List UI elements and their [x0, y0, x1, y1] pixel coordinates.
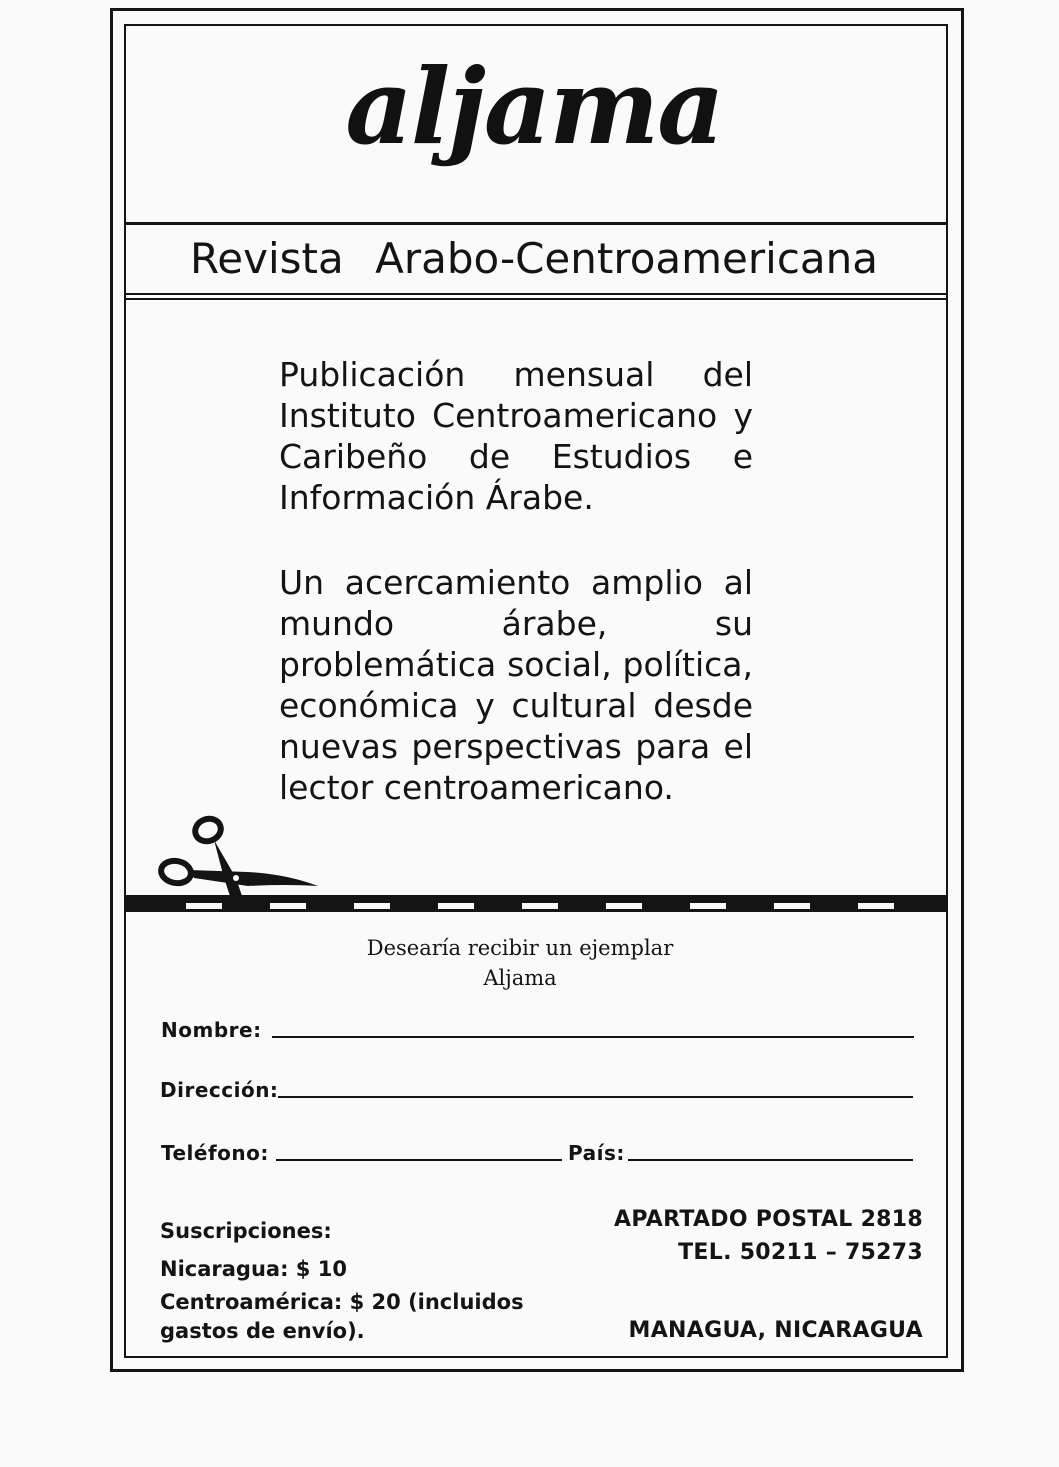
description-paragraph-1: Publicación mensual del Instituto Centroamericano y Caribeño de Estudios e Información Árabe. — [279, 355, 753, 517]
subscriptions-block — [160, 1212, 540, 1346]
cut-line-dash — [186, 903, 222, 909]
header-rule-bottom-2 — [124, 298, 948, 300]
cut-line-dash — [606, 903, 642, 909]
cut-line-dash — [690, 903, 726, 909]
nombre-label: Nombre: — [161, 1018, 262, 1042]
cut-line-dash — [522, 903, 558, 909]
magazine-logo: aljama — [345, 45, 723, 168]
pais-label: País: — [568, 1141, 625, 1165]
cut-line-dash — [270, 903, 306, 909]
telefono-label: Teléfono: — [161, 1141, 269, 1165]
magazine-subtitle: Revista Arabo-Centroamericana — [189, 234, 879, 283]
description-paragraph-2: Un acercamiento amplio al mundo árabe, su problemática social, política, económica y cultural desde nuevas perspectivas para el lector centroamericano. — [279, 563, 753, 807]
cut-line-dash — [354, 903, 390, 909]
cut-line-dash — [774, 903, 810, 909]
scissors-icon — [156, 812, 326, 902]
contact-tel: TEL. 50211 – 75273 — [678, 1240, 923, 1265]
pais-field[interactable] — [628, 1159, 913, 1161]
contact-apartado: APARTADO POSTAL 2818 — [614, 1207, 923, 1232]
direccion-field[interactable] — [278, 1096, 913, 1098]
subscription-nicaragua: Nicaragua: $ 10 — [160, 1257, 347, 1281]
header-rule-bottom-1 — [124, 293, 948, 295]
cut-line-dash — [858, 903, 894, 909]
cut-line-dash — [438, 903, 474, 909]
nombre-field[interactable] — [272, 1036, 914, 1038]
subscriptions-heading: Suscripciones: — [160, 1219, 332, 1243]
telefono-field[interactable] — [276, 1159, 562, 1161]
header-rule-top — [124, 222, 948, 225]
subscription-centroamerica-cont: gastos de envío). — [160, 1319, 365, 1343]
coupon-intro-line-1: Desearía recibir un ejemplar — [366, 936, 674, 960]
direccion-label: Dirección: — [160, 1078, 279, 1102]
coupon-intro — [300, 933, 740, 993]
coupon-intro-line-2: Aljama — [483, 966, 557, 990]
contact-city: MANAGUA, NICARAGUA — [628, 1318, 923, 1343]
subscription-centroamerica: Centroamérica: $ 20 (incluidos — [160, 1290, 524, 1314]
